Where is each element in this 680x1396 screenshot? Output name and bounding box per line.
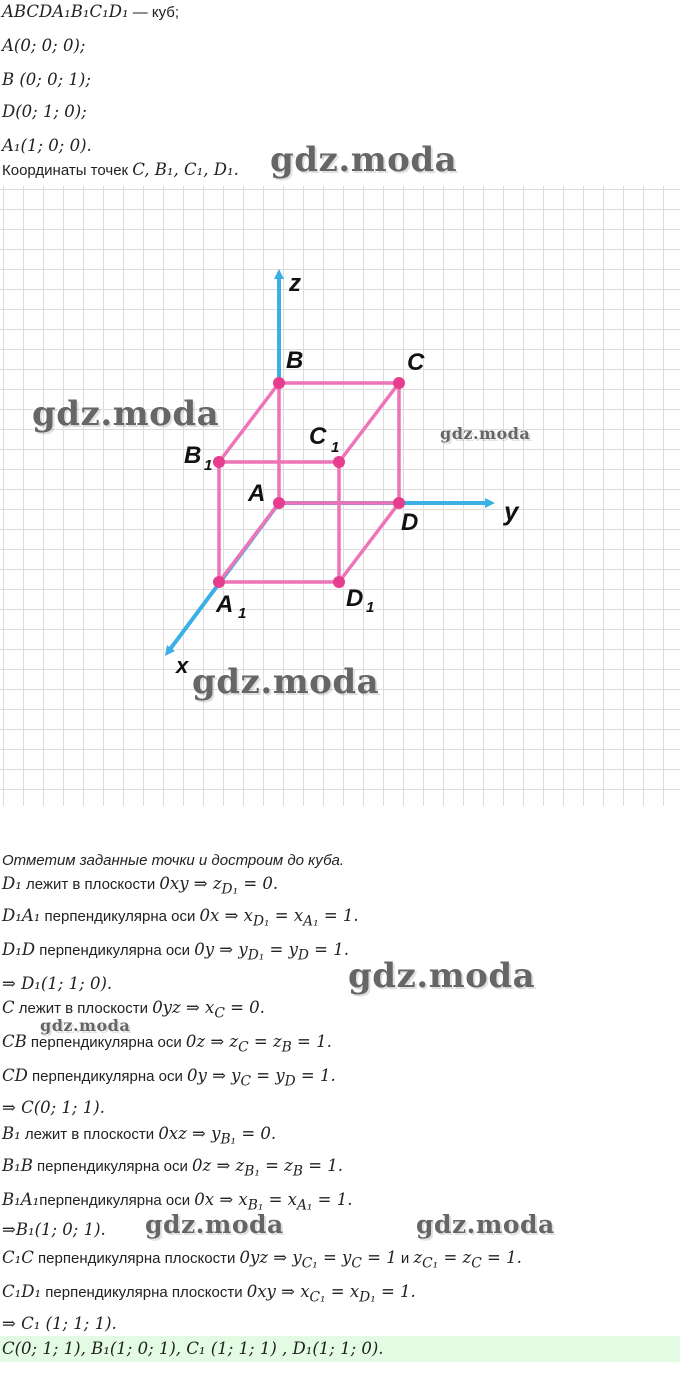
- solution-row-15: ⇒ C₁ (1; 1; 1).: [2, 1314, 117, 1333]
- axis-label-z: z: [289, 270, 301, 297]
- solution-row-6: CB перпендикулярна оси 0z ⇒ $z_C = z_B = 1$.: [2, 1032, 332, 1056]
- watermark-3: gdz.moda: [440, 424, 531, 443]
- label-b1: B: [184, 442, 202, 469]
- edge-cc1: [339, 383, 399, 462]
- solution-row-4: ⇒ D₁(1; 1; 0).: [2, 974, 113, 993]
- solution-row-10: B₁B перпендикулярна оси 0z ⇒ $z_{B_1} = z_B = 1$.: [2, 1156, 344, 1180]
- question-points: C, B₁, C₁, D₁.: [132, 160, 239, 179]
- label-a1-sub: 1: [238, 605, 247, 622]
- question-text: Координаты точек: [2, 162, 133, 179]
- axis-label-y: y: [504, 496, 519, 526]
- label-a1: A: [216, 591, 234, 618]
- cube-figure: [0, 186, 680, 806]
- point-a1-coords: A₁(1; 0; 0).: [2, 136, 92, 155]
- label-c1-sub: 1: [331, 439, 340, 456]
- solution-row-12: ⇒B₁(1; 0; 1).: [2, 1220, 106, 1239]
- solution-row-13: C₁C перпендикулярна плоскости 0yz ⇒ $y_{C_1} = y_C = 1$ и $z_{C_1} = z_C = 1$.: [2, 1248, 522, 1272]
- cube-text: — куб;: [128, 4, 180, 21]
- vertex-d1: [333, 576, 345, 588]
- axis-label-x: x: [176, 653, 189, 678]
- label-b: B: [286, 347, 304, 374]
- watermark-1: gdz.moda: [270, 140, 458, 180]
- solution-row-9: B₁ лежит в плоскости 0xz ⇒ $y_{B_1} = 0$.: [2, 1124, 277, 1148]
- vertex-a: [273, 497, 285, 509]
- answer-line: C(0; 1; 1), B₁(1; 0; 1), C₁ (1; 1; 1) , D₁(1; 1; 0).: [0, 1336, 680, 1362]
- label-b1-sub: 1: [204, 457, 213, 474]
- edge-aa1: [219, 503, 279, 582]
- cube-diagram: [0, 186, 680, 806]
- point-b-coords: B (0; 0; 1);: [2, 70, 91, 89]
- watermark-6: gdz.moda: [40, 1016, 131, 1035]
- solution-intro: Отметим заданные точки и достроим до куба.: [2, 852, 345, 869]
- solution-row-8: ⇒ C(0; 1; 1).: [2, 1098, 105, 1117]
- label-a: A: [248, 480, 266, 507]
- label-c1: C: [309, 423, 327, 450]
- watermark-5: gdz.moda: [348, 956, 536, 996]
- edge-dd1: [339, 503, 399, 582]
- vertex-d: [393, 497, 405, 509]
- vertex-b: [273, 377, 285, 389]
- watermark-4: gdz.moda: [192, 662, 380, 702]
- solution-row-2: D₁A₁ перпендикулярна оси 0x ⇒ $x_{D_1} = x_{A_1} = 1$.: [2, 906, 359, 930]
- solution-row-11: B₁A₁перпендикулярна оси 0x ⇒ $x_{B_1} = x_{A_1} = 1$.: [2, 1190, 353, 1214]
- solution-row-1: D₁ лежит в плоскости 0xy ⇒ $z_{D_1} = 0$.: [2, 874, 279, 898]
- vertex-b1: [213, 456, 225, 468]
- point-d-coords: D(0; 1; 0);: [2, 102, 87, 121]
- solution-row-7: CD перпендикулярна оси 0y ⇒ $y_C = y_D = 1$.: [2, 1066, 336, 1090]
- watermark-8: gdz.moda: [416, 1210, 555, 1239]
- watermark-7: gdz.moda: [145, 1210, 284, 1239]
- watermark-2: gdz.moda: [32, 394, 220, 434]
- statement-cube: [2, 2, 676, 21]
- solution-row-5: C лежит в плоскости 0yz ⇒ $x_C = 0$.: [2, 998, 265, 1022]
- label-d1-sub: 1: [366, 599, 375, 616]
- solution-row-14: C₁D₁ перпендикулярна плоскости 0xy ⇒ $x_{C_1} = x_{D_1} = 1$.: [2, 1282, 416, 1306]
- label-d1: D: [346, 585, 364, 612]
- vertex-c: [393, 377, 405, 389]
- vertex-c1: [333, 456, 345, 468]
- vertex-a1: [213, 576, 225, 588]
- edge-bb1: [219, 383, 279, 462]
- label-c: C: [407, 349, 425, 376]
- cube-name: ABCDA₁B₁C₁D₁: [2, 2, 129, 21]
- label-d: D: [401, 509, 419, 536]
- point-a-coords: A(0; 0; 0);: [2, 36, 86, 55]
- solution-row-3: D₁D перпендикулярна оси 0y ⇒ $y_{D_1} = y_D = 1$.: [2, 940, 349, 964]
